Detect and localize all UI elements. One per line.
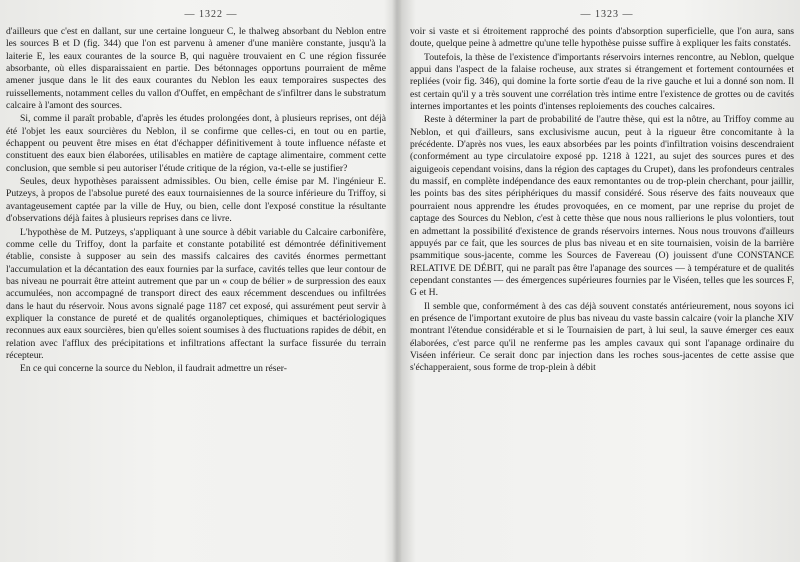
paragraph: Seules, deux hypothèses paraissent admissibles. Ou bien, celle émise par M. l'ingénieur E. Putzeys, à propos de l'absolue pureté des eaux tournaisiennes de la source inférieure du Triffoy, si avantageusement captée par la ville de Huy, ou bien, celle dont l'exposé constitue la résultante d'observations déjà faites à plusieurs reprises dans ce livre. xyxy=(6,176,386,225)
paragraph: Si, comme il paraît probable, d'après les études prolongées dont, à plusieurs reprises, ont déjà été l'objet les eaux sourcières du Neblon, il se confirme que celles-ci, en tout ou en partie, échappent ou peuvent être mises en état d'échapper définitivement à toute influence néfaste et constituent des eaux bien élaborées, utilisables en matière de captage alimentaire, comment cette conclusion, que semble si peu autoriser l'étude critique de la région, va-t-elle se justifier? xyxy=(6,113,386,174)
page-body xyxy=(6,26,386,376)
paragraph: Reste à déterminer la part de probabilité de l'autre thèse, qui est la nôtre, au Triffoy comme au Neblon, et qui d'ailleurs, sans exclusivisme aucun, peut à la rigueur être concomitante à la précédente. D'après nos vues, les eaux absorbées par les points d'infiltration voisins descendraient (conformément au type circulatoire exposé pp. 1218 à 1221, au sujet des sources pures et des aiguigeois cependant voisins, dans la région des captages du Crupet), dans les profondeurs centrales du massif, en complète indépendance des eaux remontantes ou de trop-plein cherchant, pour jaillir, les points bas des sites périphériques du massif considéré. Sous réserve des faits nouveaux que pourraient nous apprendre les études provoquées, en ce moment, par une reprise du projet de captage des Sources du Neblon, c'est à cette thèse que nous nous rallierions le plus volontiers, tout en admettant la possibilité d'existence de grands réservoirs internes. Nous nous trouvons d'ailleurs appuyés par ce fait, que les sources de plus bas niveau et en site tournaisien, voisin de la barrière psammitique sous-jacente, comme les Sources de Favereau (O) jouissent d'une CONSTANCE RELATIVE DE DÉBIT, qui ne paraît pas être l'apanage des sources — à température et de qualités cependant constantes — des émergences supérieures fournies par le Viséen, telles que les sources F, G et H. xyxy=(410,114,794,299)
paragraph: En ce qui concerne la source du Neblon, il faudrait admettre un réser- xyxy=(20,363,287,375)
paragraph: L'hypothèse de M. Putzeys, s'appliquant à une source à débit variable du Calcaire carbonifère, comme celle du Triffoy, dont la parfaite et constante potabilité est démontrée définitivement établie, consiste à supposer au sein des massifs calcaires des cavités énormes permettant l'accumulation et la décantation des eaux fournies par la surface, cavités telles que leur contour de bas niveau ne pourrait être atteint autrement que par un « coup de bélier » de surpression des eaux accumulées, non accompagné de transport direct des eaux récemment descendues ou infiltrées dans le haut du réservoir. Nous avons signalé page 1187 cet exposé, qui assurément peut servir à expliquer la constance de pureté et de qualités organoleptiques, chimiques et bactériologiques reconnues aux eaux sourcières, bien qu'elles soient soumises à des fluctuations rapides de débit, en relation avec l'afflux des précipitations et infiltrations affectant la surface fissurée du terrain récepteur. xyxy=(6,226,386,361)
paragraph: voir si vaste et si étroitement rapproché des points d'absorption superficielle, que l'on aura, sans doute, quelque peine à admettre qu'une telle hypothèse puisse suffire à expliquer les faits constatés. xyxy=(410,26,794,50)
page-body xyxy=(410,26,794,375)
right-page xyxy=(410,8,794,560)
paragraph: Toutefois, la thèse de l'existence d'importants réservoirs internes rencontre, au Neblon, quelque appui dans l'aspect de la falaise rocheuse, aux strates si étrangement et fortement contournées et repliées (voir fig. 346), qui domine la forte sortie d'eau de la rive gauche et lui a donné son nom. Il est certain qu'il y a très souvent une corrélation très intime entre l'existence de grottes ou de cavités internes importantes et les points d'intenses reploiements des couches calcaires. xyxy=(410,51,794,113)
paragraph: d'ailleurs que c'est en dallant, sur une certaine longueur C, le thalweg absorbant du Neblon entre les sources B et D (fig. 344) que l'on est parvenu à amener d'une manière constante, jusqu'à la laiterie E, les eaux courantes de la source B, qui naguère trouvaient en C une région fissurée absorbante, où elles disparaissaient en partie. Des bétonnages opportuns pourraient de même amener jusque dans le lit des eaux courantes du Neblon les eaux temporaires suspectes des ruissellements, notamment celles du vallon d'Ouffet, en empêchant de s'infiltrer dans le substratum calcaire à l'amont des sources. xyxy=(6,26,386,112)
book-gutter xyxy=(392,0,402,562)
page-number: — 1323 — xyxy=(580,9,634,20)
paragraph: Il semble que, conformément à des cas déjà souvent constatés antérieurement, nous soyons ici en présence de l'important exutoire de plus bas niveau du vaste bassin calcaire (voir la planche XIV montrant l'étendue considérable et si le Tournaisien de part, à lui seul, la sauve émerger ces eaux élaborées, c'est parce qu'il ne renferme pas les amples cavaux qui sont l'apanage ordinaire du Viséen inférieur. Ce serait donc par injection dans les roches sous-jacentes de cette assise que s'échapperaient, sous forme de trop-plein à débit xyxy=(410,300,794,374)
left-page xyxy=(6,8,386,560)
page-number: — 1322 — xyxy=(184,9,238,20)
